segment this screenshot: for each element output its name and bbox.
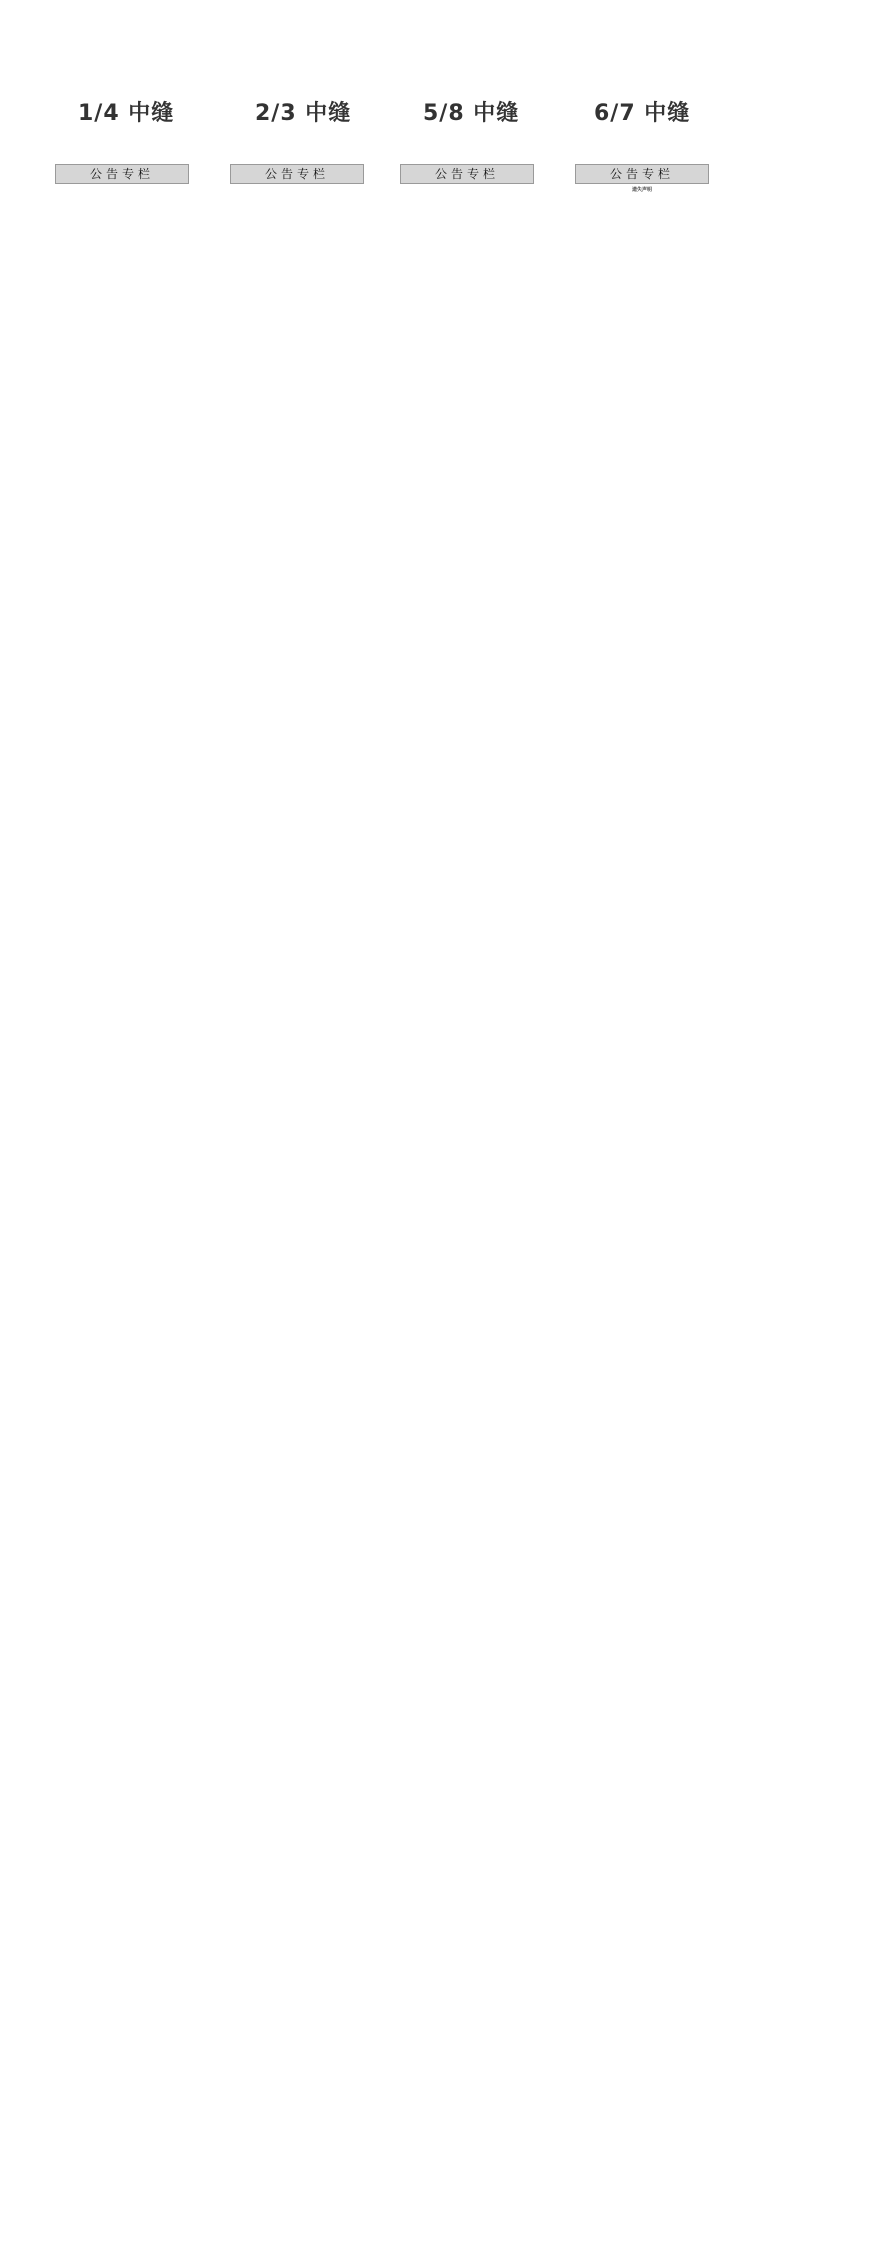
header-2-3: 2/3 中缝 [255, 101, 352, 126]
column-body [230, 184, 364, 186]
column-body [55, 184, 189, 186]
header-5-8: 5/8 中缝 [423, 101, 520, 126]
column-2 [230, 164, 364, 2244]
column-title: 公告专栏 [230, 164, 364, 184]
column-body [400, 184, 534, 186]
column-title: 公告专栏 [400, 164, 534, 184]
column-body [575, 184, 709, 194]
column-title: 公告专栏 [575, 164, 709, 184]
column-1 [55, 164, 189, 2244]
notice-section-title: 遗失声明 [631, 187, 652, 193]
column-3 [400, 164, 534, 2244]
column-4 [575, 164, 709, 2244]
header-6-7: 6/7 中缝 [594, 101, 691, 126]
header-1-4: 1/4 中缝 [78, 101, 175, 126]
column-title: 公告专栏 [55, 164, 189, 184]
